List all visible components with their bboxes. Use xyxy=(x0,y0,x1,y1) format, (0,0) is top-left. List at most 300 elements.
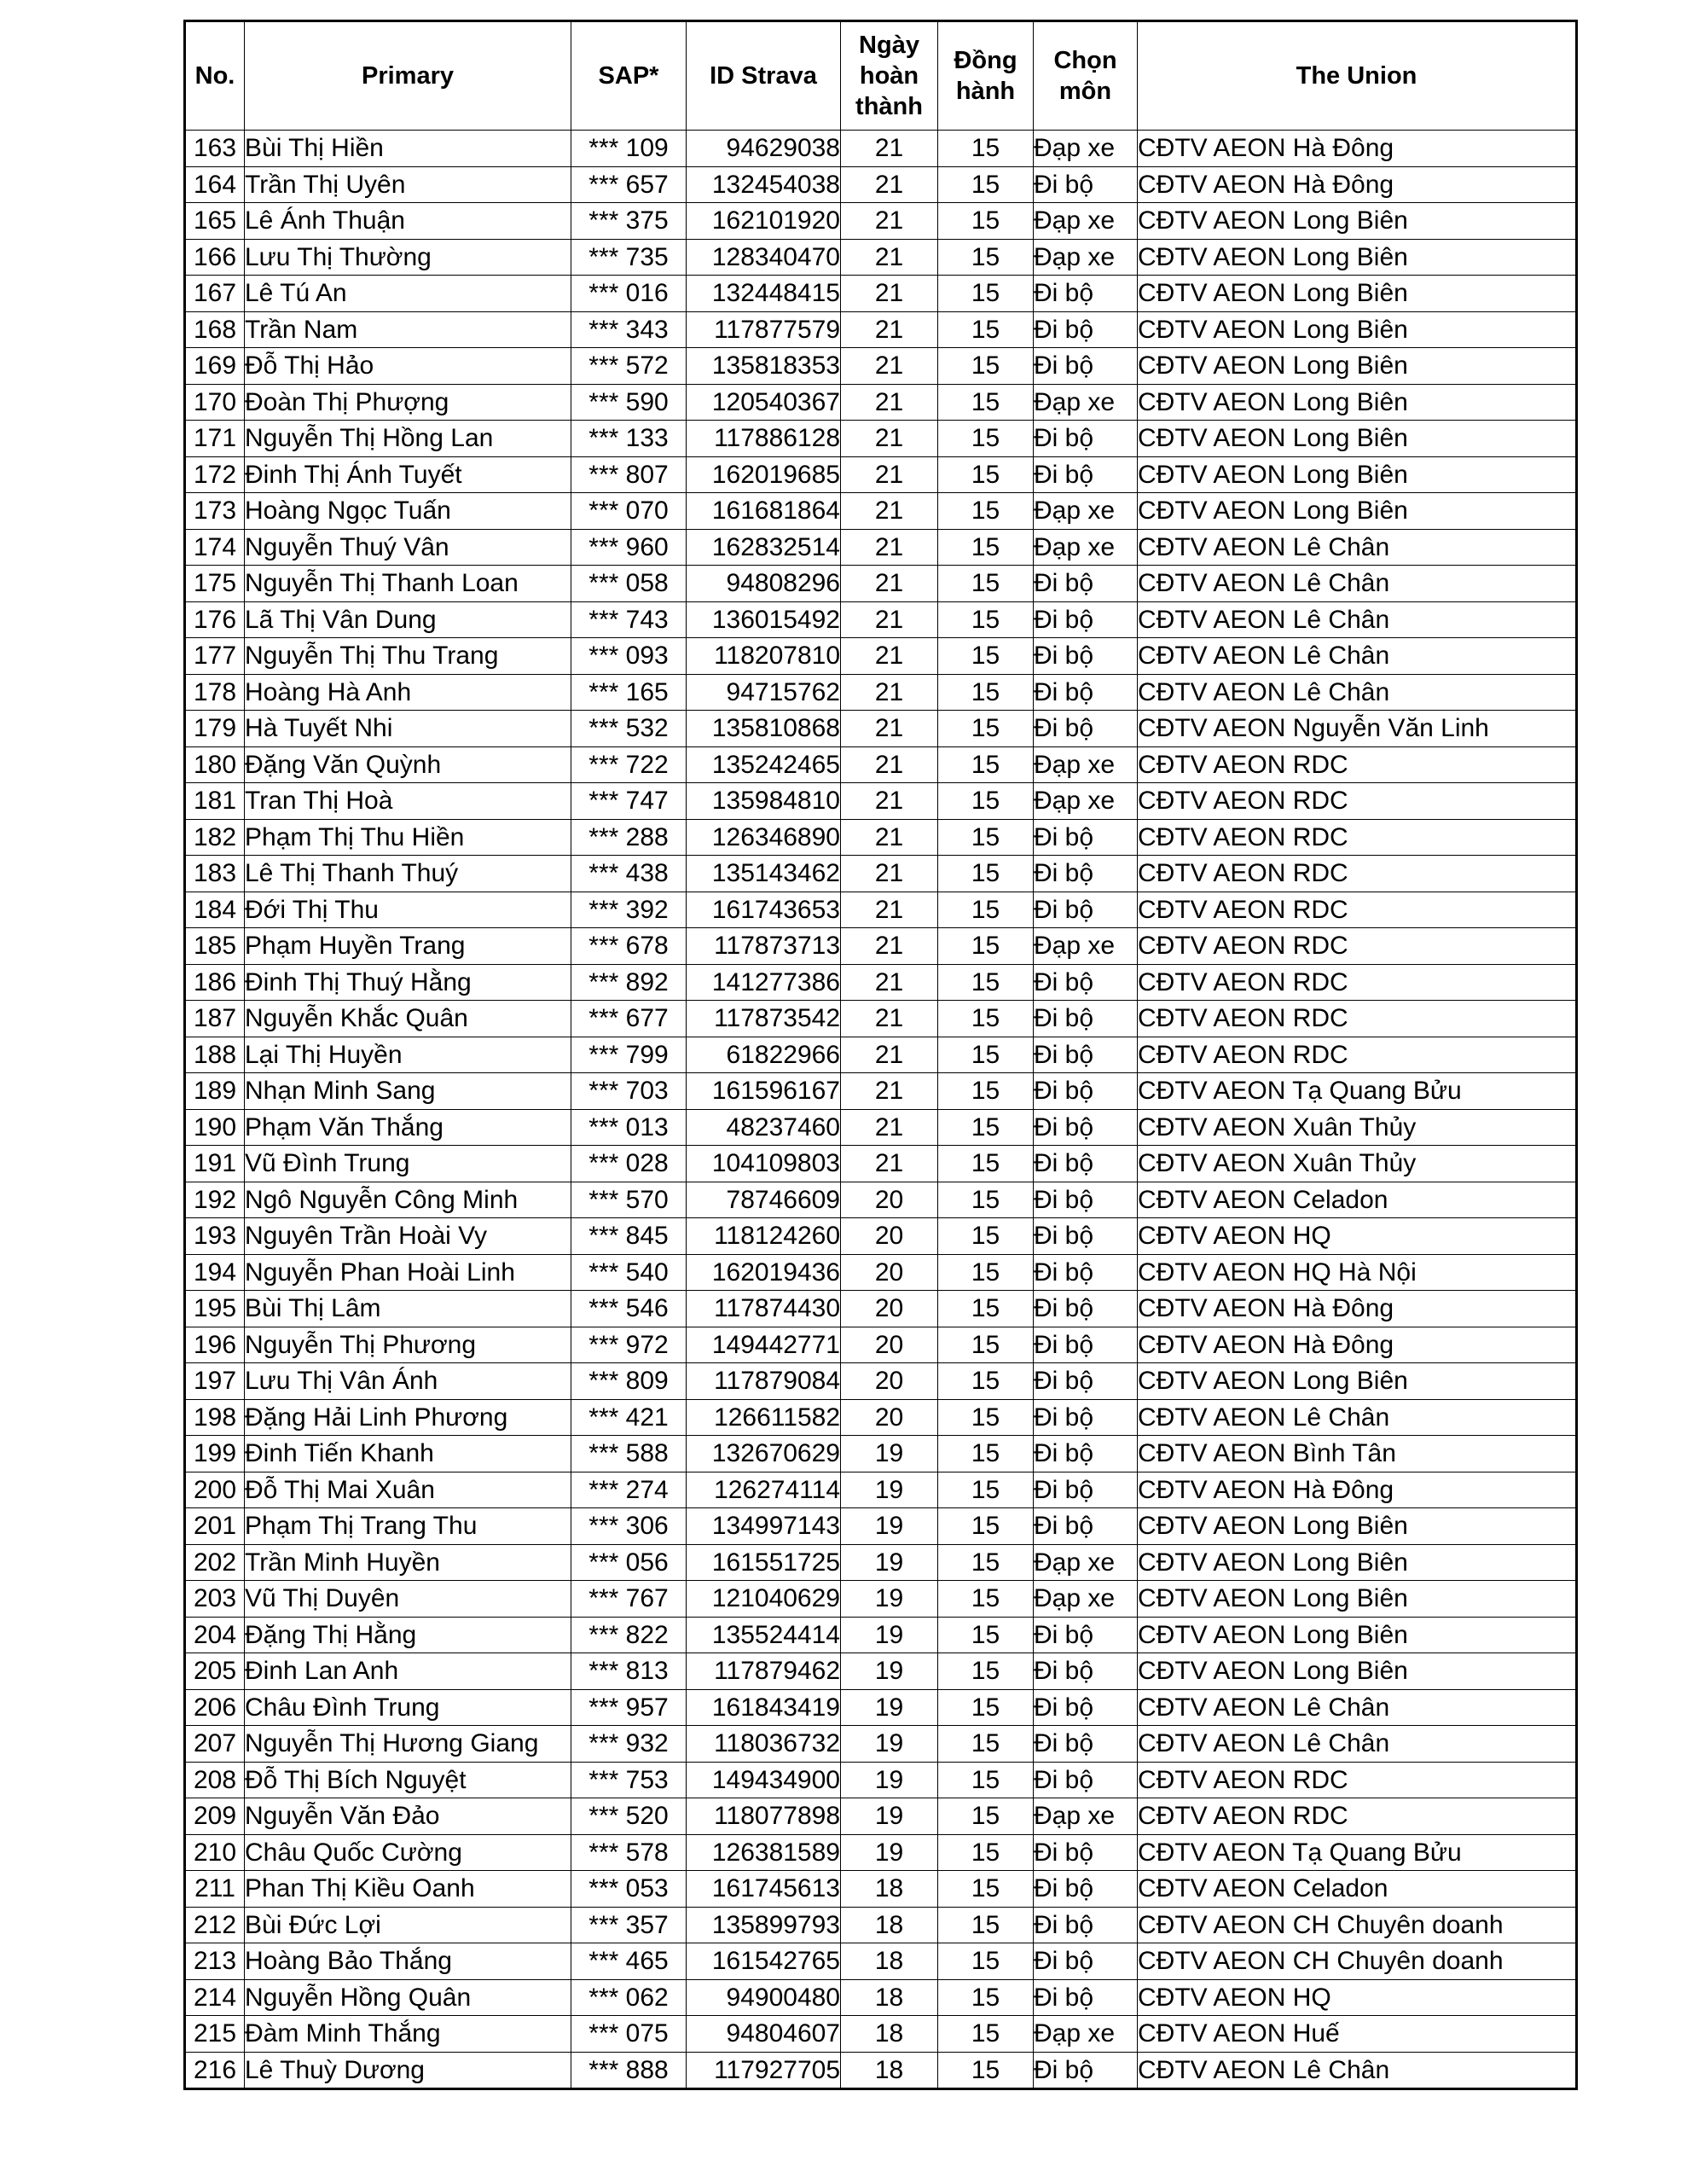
row-number: 165 xyxy=(185,203,245,240)
participant-name: Lã Thị Vân Dung xyxy=(245,601,571,638)
union-name: CĐTV AEON CH Chuyên doanh xyxy=(1138,1907,1577,1943)
days-completed: 18 xyxy=(841,1979,938,2016)
union-name: CĐTV AEON Lê Chân xyxy=(1138,529,1577,566)
sap-code: *** 892 xyxy=(571,964,687,1001)
activity-type: Đi bộ xyxy=(1034,1472,1138,1508)
strava-id: 134997143 xyxy=(687,1508,841,1545)
row-number: 206 xyxy=(185,1689,245,1726)
table-row xyxy=(185,1146,1577,1182)
participant-name: Nguyễn Khắc Quân xyxy=(245,1001,571,1037)
participant-name: Trần Minh Huyền xyxy=(245,1544,571,1581)
row-number: 195 xyxy=(185,1291,245,1327)
table-row xyxy=(185,783,1577,820)
header-no: No. xyxy=(185,21,245,131)
strava-id: 135242465 xyxy=(687,746,841,783)
participant-name: Nguyễn Thuý Vân xyxy=(245,529,571,566)
header-activity: Chọn môn xyxy=(1034,21,1138,131)
days-completed: 21 xyxy=(841,203,938,240)
companion-count: 15 xyxy=(938,566,1034,602)
row-number: 188 xyxy=(185,1037,245,1073)
strava-id: 136015492 xyxy=(687,601,841,638)
row-number: 198 xyxy=(185,1399,245,1436)
companion-count: 15 xyxy=(938,1291,1034,1327)
days-completed: 18 xyxy=(841,2052,938,2089)
union-name: CĐTV AEON Long Biên xyxy=(1138,1544,1577,1581)
participant-name: Phạm Thị Trang Thu xyxy=(245,1508,571,1545)
strava-id: 117886128 xyxy=(687,421,841,457)
table-row xyxy=(185,1399,1577,1436)
row-number: 210 xyxy=(185,1834,245,1871)
table-row xyxy=(185,421,1577,457)
strava-id: 162832514 xyxy=(687,529,841,566)
sap-code: *** 960 xyxy=(571,529,687,566)
activity-type: Đạp xe xyxy=(1034,529,1138,566)
activity-type: Đạp xe xyxy=(1034,1544,1138,1581)
table-row xyxy=(185,1436,1577,1472)
header-row xyxy=(185,21,1577,131)
row-number: 216 xyxy=(185,2052,245,2089)
union-name: CĐTV AEON Hà Đông xyxy=(1138,1472,1577,1508)
union-name: CĐTV AEON RDC xyxy=(1138,856,1577,892)
row-number: 204 xyxy=(185,1617,245,1653)
row-number: 185 xyxy=(185,928,245,965)
days-completed: 19 xyxy=(841,1436,938,1472)
companion-count: 15 xyxy=(938,1037,1034,1073)
strava-id: 78746609 xyxy=(687,1182,841,1218)
days-completed: 21 xyxy=(841,493,938,530)
strava-id: 117877579 xyxy=(687,311,841,348)
strava-id: 117873713 xyxy=(687,928,841,965)
strava-id: 94629038 xyxy=(687,131,841,167)
days-completed: 21 xyxy=(841,1001,938,1037)
table-row xyxy=(185,1291,1577,1327)
table-row xyxy=(185,1762,1577,1798)
sap-code: *** 288 xyxy=(571,819,687,856)
participant-name: Vũ Thị Duyên xyxy=(245,1581,571,1618)
union-name: CĐTV AEON RDC xyxy=(1138,928,1577,965)
sap-code: *** 520 xyxy=(571,1798,687,1835)
union-name: CĐTV AEON Xuân Thủy xyxy=(1138,1109,1577,1146)
activity-type: Đi bộ xyxy=(1034,166,1138,203)
days-completed: 18 xyxy=(841,1943,938,1980)
activity-type: Đi bộ xyxy=(1034,311,1138,348)
row-number: 196 xyxy=(185,1327,245,1363)
participant-name: Đinh Tiến Khanh xyxy=(245,1436,571,1472)
days-completed: 21 xyxy=(841,711,938,747)
companion-count: 15 xyxy=(938,601,1034,638)
strava-id: 61822966 xyxy=(687,1037,841,1073)
days-completed: 21 xyxy=(841,1073,938,1110)
table-row xyxy=(185,2052,1577,2089)
sap-code: *** 274 xyxy=(571,1472,687,1508)
participant-name: Đới Thị Thu xyxy=(245,892,571,928)
activity-type: Đi bộ xyxy=(1034,1871,1138,1908)
days-completed: 20 xyxy=(841,1291,938,1327)
sap-code: *** 572 xyxy=(571,348,687,385)
table-row xyxy=(185,819,1577,856)
activity-type: Đạp xe xyxy=(1034,131,1138,167)
strava-id: 162101920 xyxy=(687,203,841,240)
union-name: CĐTV AEON Long Biên xyxy=(1138,384,1577,421)
strava-id: 117873542 xyxy=(687,1001,841,1037)
companion-count: 15 xyxy=(938,2016,1034,2053)
sap-code: *** 070 xyxy=(571,493,687,530)
companion-count: 15 xyxy=(938,1617,1034,1653)
participant-name: Lưu Thị Thường xyxy=(245,239,571,276)
sap-code: *** 375 xyxy=(571,203,687,240)
row-number: 213 xyxy=(185,1943,245,1980)
participant-name: Đinh Thị Ánh Tuyết xyxy=(245,456,571,493)
companion-count: 15 xyxy=(938,1508,1034,1545)
union-name: CĐTV AEON Hà Đông xyxy=(1138,131,1577,167)
union-name: CĐTV AEON Long Biên xyxy=(1138,276,1577,312)
days-completed: 21 xyxy=(841,746,938,783)
days-completed: 21 xyxy=(841,529,938,566)
strava-id: 161681864 xyxy=(687,493,841,530)
days-completed: 21 xyxy=(841,1037,938,1073)
participant-name: Nguyễn Phan Hoài Linh xyxy=(245,1254,571,1291)
table-row xyxy=(185,311,1577,348)
days-completed: 21 xyxy=(841,928,938,965)
participant-name: Nguyễn Thị Phương xyxy=(245,1327,571,1363)
strava-id: 161745613 xyxy=(687,1871,841,1908)
row-number: 164 xyxy=(185,166,245,203)
union-name: CĐTV AEON Hà Đông xyxy=(1138,1327,1577,1363)
days-completed: 21 xyxy=(841,311,938,348)
days-completed: 18 xyxy=(841,1871,938,1908)
sap-code: *** 058 xyxy=(571,566,687,602)
table-row xyxy=(185,2016,1577,2053)
activity-type: Đi bộ xyxy=(1034,1001,1138,1037)
activity-type: Đi bộ xyxy=(1034,892,1138,928)
activity-type: Đi bộ xyxy=(1034,421,1138,457)
companion-count: 15 xyxy=(938,348,1034,385)
sap-code: *** 972 xyxy=(571,1327,687,1363)
companion-count: 15 xyxy=(938,2052,1034,2089)
activity-type: Đi bộ xyxy=(1034,711,1138,747)
sap-code: *** 722 xyxy=(571,746,687,783)
companion-count: 15 xyxy=(938,1943,1034,1980)
participant-name: Nhạn Minh Sang xyxy=(245,1073,571,1110)
row-number: 207 xyxy=(185,1726,245,1763)
participant-name: Nguyễn Văn Đảo xyxy=(245,1798,571,1835)
union-name: CĐTV AEON Lê Chân xyxy=(1138,638,1577,675)
companion-count: 15 xyxy=(938,1726,1034,1763)
row-number: 171 xyxy=(185,421,245,457)
activity-type: Đạp xe xyxy=(1034,1798,1138,1835)
row-number: 163 xyxy=(185,131,245,167)
strava-id: 132448415 xyxy=(687,276,841,312)
sap-code: *** 570 xyxy=(571,1182,687,1218)
strava-id: 128340470 xyxy=(687,239,841,276)
strava-id: 126274114 xyxy=(687,1472,841,1508)
row-number: 170 xyxy=(185,384,245,421)
participant-name: Tran Thị Hoà xyxy=(245,783,571,820)
sap-code: *** 056 xyxy=(571,1544,687,1581)
union-name: CĐTV AEON RDC xyxy=(1138,1037,1577,1073)
sap-code: *** 735 xyxy=(571,239,687,276)
table-row xyxy=(185,203,1577,240)
table-row xyxy=(185,1254,1577,1291)
strava-id: 162019685 xyxy=(687,456,841,493)
row-number: 182 xyxy=(185,819,245,856)
participant-name: Lê Thuỳ Dương xyxy=(245,2052,571,2089)
sap-code: *** 165 xyxy=(571,674,687,711)
sap-code: *** 357 xyxy=(571,1907,687,1943)
participant-name: Lại Thị Huyền xyxy=(245,1037,571,1073)
union-name: CĐTV AEON RDC xyxy=(1138,892,1577,928)
companion-count: 15 xyxy=(938,711,1034,747)
table-row xyxy=(185,348,1577,385)
union-name: CĐTV AEON CH Chuyên doanh xyxy=(1138,1943,1577,1980)
row-number: 190 xyxy=(185,1109,245,1146)
days-completed: 19 xyxy=(841,1581,938,1618)
strava-id: 135524414 xyxy=(687,1617,841,1653)
table-row xyxy=(185,746,1577,783)
table-row xyxy=(185,1726,1577,1763)
activity-type: Đi bộ xyxy=(1034,638,1138,675)
activity-type: Đi bộ xyxy=(1034,1327,1138,1363)
activity-type: Đi bộ xyxy=(1034,1762,1138,1798)
table-row xyxy=(185,1363,1577,1400)
activity-type: Đi bộ xyxy=(1034,1182,1138,1218)
participant-name: Lưu Thị Vân Ánh xyxy=(245,1363,571,1400)
companion-count: 15 xyxy=(938,638,1034,675)
table-row xyxy=(185,1653,1577,1690)
activity-type: Đi bộ xyxy=(1034,1653,1138,1690)
row-number: 205 xyxy=(185,1653,245,1690)
strava-id: 161551725 xyxy=(687,1544,841,1581)
participant-name: Lê Ánh Thuận xyxy=(245,203,571,240)
companion-count: 15 xyxy=(938,1653,1034,1690)
participant-name: Phan Thị Kiều Oanh xyxy=(245,1871,571,1908)
table-row xyxy=(185,276,1577,312)
table-row xyxy=(185,239,1577,276)
activity-type: Đi bộ xyxy=(1034,2052,1138,2089)
sap-code: *** 807 xyxy=(571,456,687,493)
days-completed: 21 xyxy=(841,783,938,820)
sap-code: *** 888 xyxy=(571,2052,687,2089)
activity-type: Đạp xe xyxy=(1034,746,1138,783)
participants-table xyxy=(183,20,1578,2090)
union-name: CĐTV AEON RDC xyxy=(1138,964,1577,1001)
sap-code: *** 813 xyxy=(571,1653,687,1690)
union-name: CĐTV AEON Long Biên xyxy=(1138,348,1577,385)
companion-count: 15 xyxy=(938,856,1034,892)
table-row xyxy=(185,1037,1577,1073)
union-name: CĐTV AEON Long Biên xyxy=(1138,1581,1577,1618)
union-name: CĐTV AEON Celadon xyxy=(1138,1182,1577,1218)
participant-name: Ngô Nguyễn Công Minh xyxy=(245,1182,571,1218)
union-name: CĐTV AEON Celadon xyxy=(1138,1871,1577,1908)
companion-count: 15 xyxy=(938,203,1034,240)
activity-type: Đi bộ xyxy=(1034,819,1138,856)
days-completed: 21 xyxy=(841,674,938,711)
union-name: CĐTV AEON RDC xyxy=(1138,1001,1577,1037)
activity-type: Đi bộ xyxy=(1034,348,1138,385)
activity-type: Đạp xe xyxy=(1034,239,1138,276)
table-row xyxy=(185,1943,1577,1980)
sap-code: *** 799 xyxy=(571,1037,687,1073)
sap-code: *** 932 xyxy=(571,1726,687,1763)
activity-type: Đi bộ xyxy=(1034,456,1138,493)
activity-type: Đi bộ xyxy=(1034,1399,1138,1436)
sap-code: *** 822 xyxy=(571,1617,687,1653)
header-primary: Primary xyxy=(245,21,571,131)
companion-count: 15 xyxy=(938,529,1034,566)
activity-type: Đi bộ xyxy=(1034,1726,1138,1763)
table-row xyxy=(185,1907,1577,1943)
union-name: CĐTV AEON Long Biên xyxy=(1138,1653,1577,1690)
days-completed: 21 xyxy=(841,638,938,675)
companion-count: 15 xyxy=(938,674,1034,711)
activity-type: Đạp xe xyxy=(1034,493,1138,530)
sap-code: *** 590 xyxy=(571,384,687,421)
participant-name: Phạm Huyền Trang xyxy=(245,928,571,965)
companion-count: 15 xyxy=(938,1798,1034,1835)
strava-id: 141277386 xyxy=(687,964,841,1001)
row-number: 173 xyxy=(185,493,245,530)
activity-type: Đạp xe xyxy=(1034,384,1138,421)
union-name: CĐTV AEON Lê Chân xyxy=(1138,674,1577,711)
table-row xyxy=(185,601,1577,638)
row-number: 208 xyxy=(185,1762,245,1798)
union-name: CĐTV AEON RDC xyxy=(1138,746,1577,783)
union-name: CĐTV AEON Long Biên xyxy=(1138,1617,1577,1653)
row-number: 201 xyxy=(185,1508,245,1545)
participant-name: Đỗ Thị Bích Nguyệt xyxy=(245,1762,571,1798)
sap-code: *** 343 xyxy=(571,311,687,348)
union-name: CĐTV AEON Huế xyxy=(1138,2016,1577,2053)
activity-type: Đi bộ xyxy=(1034,1979,1138,2016)
activity-type: Đi bộ xyxy=(1034,1037,1138,1073)
participant-name: Nguyễn Thị Hương Giang xyxy=(245,1726,571,1763)
row-number: 194 xyxy=(185,1254,245,1291)
days-completed: 21 xyxy=(841,1109,938,1146)
days-completed: 20 xyxy=(841,1363,938,1400)
strava-id: 132454038 xyxy=(687,166,841,203)
header-union: The Union xyxy=(1138,21,1577,131)
table-row xyxy=(185,964,1577,1001)
strava-id: 135818353 xyxy=(687,348,841,385)
sap-code: *** 546 xyxy=(571,1291,687,1327)
table-row xyxy=(185,856,1577,892)
table-row xyxy=(185,1617,1577,1653)
sap-code: *** 465 xyxy=(571,1943,687,1980)
strava-id: 117879462 xyxy=(687,1653,841,1690)
row-number: 203 xyxy=(185,1581,245,1618)
days-completed: 21 xyxy=(841,601,938,638)
table-row xyxy=(185,456,1577,493)
table-row xyxy=(185,892,1577,928)
days-completed: 18 xyxy=(841,2016,938,2053)
participant-name: Lê Tú An xyxy=(245,276,571,312)
table-row xyxy=(185,1979,1577,2016)
participant-name: Bùi Thị Hiền xyxy=(245,131,571,167)
row-number: 186 xyxy=(185,964,245,1001)
strava-id: 118207810 xyxy=(687,638,841,675)
union-name: CĐTV AEON Long Biên xyxy=(1138,1363,1577,1400)
row-number: 211 xyxy=(185,1871,245,1908)
participant-name: Đoàn Thị Phượng xyxy=(245,384,571,421)
sap-code: *** 016 xyxy=(571,276,687,312)
union-name: CĐTV AEON Lê Chân xyxy=(1138,601,1577,638)
participant-name: Phạm Văn Thắng xyxy=(245,1109,571,1146)
participant-name: Nguyễn Thị Thanh Loan xyxy=(245,566,571,602)
row-number: 212 xyxy=(185,1907,245,1943)
companion-count: 15 xyxy=(938,1472,1034,1508)
activity-type: Đi bộ xyxy=(1034,1254,1138,1291)
table-row xyxy=(185,493,1577,530)
table-row xyxy=(185,1834,1577,1871)
strava-id: 118036732 xyxy=(687,1726,841,1763)
strava-id: 120540367 xyxy=(687,384,841,421)
days-completed: 20 xyxy=(841,1399,938,1436)
union-name: CĐTV AEON Lê Chân xyxy=(1138,1399,1577,1436)
row-number: 168 xyxy=(185,311,245,348)
days-completed: 21 xyxy=(841,276,938,312)
table-row xyxy=(185,1327,1577,1363)
row-number: 180 xyxy=(185,746,245,783)
days-completed: 19 xyxy=(841,1508,938,1545)
companion-count: 15 xyxy=(938,1073,1034,1110)
strava-id: 126381589 xyxy=(687,1834,841,1871)
participant-name: Đinh Thị Thuý Hằng xyxy=(245,964,571,1001)
row-number: 187 xyxy=(185,1001,245,1037)
companion-count: 15 xyxy=(938,131,1034,167)
table-row xyxy=(185,1798,1577,1835)
row-number: 189 xyxy=(185,1073,245,1110)
sap-code: *** 133 xyxy=(571,421,687,457)
participant-name: Lê Thị Thanh Thuý xyxy=(245,856,571,892)
table-body xyxy=(185,131,1577,2089)
days-completed: 19 xyxy=(841,1617,938,1653)
sap-code: *** 438 xyxy=(571,856,687,892)
activity-type: Đạp xe xyxy=(1034,783,1138,820)
sap-code: *** 809 xyxy=(571,1363,687,1400)
activity-type: Đi bộ xyxy=(1034,1436,1138,1472)
row-number: 172 xyxy=(185,456,245,493)
row-number: 193 xyxy=(185,1218,245,1255)
companion-count: 15 xyxy=(938,1689,1034,1726)
row-number: 209 xyxy=(185,1798,245,1835)
table-row xyxy=(185,674,1577,711)
companion-count: 15 xyxy=(938,819,1034,856)
companion-count: 15 xyxy=(938,1363,1034,1400)
sap-code: *** 578 xyxy=(571,1834,687,1871)
companion-count: 15 xyxy=(938,1871,1034,1908)
strava-id: 48237460 xyxy=(687,1109,841,1146)
days-completed: 19 xyxy=(841,1653,938,1690)
union-name: CĐTV AEON Nguyễn Văn Linh xyxy=(1138,711,1577,747)
sap-code: *** 053 xyxy=(571,1871,687,1908)
sap-code: *** 075 xyxy=(571,2016,687,2053)
days-completed: 20 xyxy=(841,1327,938,1363)
strava-id: 149434900 xyxy=(687,1762,841,1798)
strava-id: 118077898 xyxy=(687,1798,841,1835)
days-completed: 19 xyxy=(841,1762,938,1798)
strava-id: 132670629 xyxy=(687,1436,841,1472)
days-completed: 21 xyxy=(841,384,938,421)
sap-code: *** 532 xyxy=(571,711,687,747)
days-completed: 21 xyxy=(841,856,938,892)
strava-id: 161743653 xyxy=(687,892,841,928)
participant-name: Nguyễn Hồng Quân xyxy=(245,1979,571,2016)
sap-code: *** 743 xyxy=(571,601,687,638)
strava-id: 126611582 xyxy=(687,1399,841,1436)
union-name: CĐTV AEON RDC xyxy=(1138,783,1577,820)
days-completed: 21 xyxy=(841,421,938,457)
